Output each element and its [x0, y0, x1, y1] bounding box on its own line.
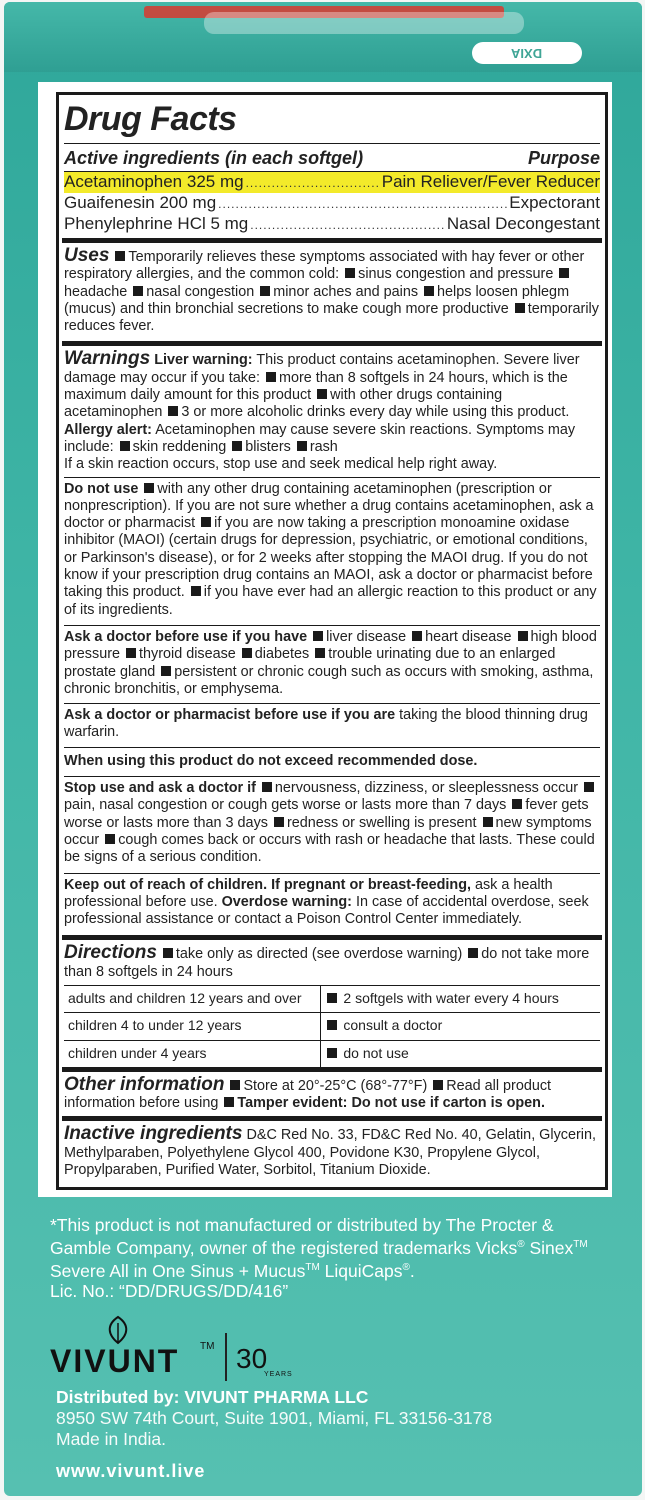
bullet-icon — [115, 251, 125, 261]
carton-background — [4, 2, 642, 1496]
bullet-icon — [327, 1048, 337, 1058]
ingredient-row — [64, 193, 600, 214]
when-using-label: When using this product — [64, 752, 233, 769]
do-not-use-item: with any other drug containing acetaminophen (prescription or nonprescription). If you are not sure whether a drug contains acetaminophen, ask a doctor or pharmacist — [64, 480, 594, 532]
carton-footer — [4, 1197, 642, 1496]
logo-wordmark: VIVUNT — [50, 1343, 180, 1379]
directions-section — [62, 940, 602, 1071]
bullet-icon — [105, 834, 115, 844]
bullet-icon — [262, 782, 272, 792]
logo-tm: TM — [200, 1341, 215, 1352]
active-header-label: Active ingredients (in each softgel) — [64, 148, 364, 168]
ask-pharmacist-label: Ask a doctor or pharmacist before use if you are — [64, 707, 396, 724]
bullet-icon — [424, 286, 434, 296]
leaf-icon — [98, 1315, 138, 1345]
liver-item: with other drugs containing acetaminophen — [64, 387, 503, 421]
active-ingredients-section — [62, 98, 602, 243]
badge-text: DXIA — [511, 46, 543, 61]
liver-item: more than 8 softgels in 24 hours, which is the maximum daily amount for this product — [64, 369, 568, 404]
stop-use-item: redness or swelling is present — [286, 814, 477, 831]
logo-years-label: YEARS — [264, 1371, 293, 1378]
read-info-text: Read all product information before using — [64, 1077, 552, 1112]
allergy-item: rash — [309, 438, 338, 455]
bullet-icon — [584, 782, 594, 792]
vivunt-logo — [50, 1315, 310, 1385]
allergy-item: blisters — [245, 438, 291, 455]
pregnancy-label: If pregnant or breast-feeding, — [271, 876, 471, 893]
registered-mark: ® — [402, 1261, 410, 1273]
active-ingredients-header — [64, 144, 600, 172]
do-not-use-label: Do not use — [64, 480, 139, 497]
bullet-icon — [518, 631, 528, 641]
bullet-icon — [126, 648, 136, 658]
stop-use-item: pain, nasal congestion or cough gets worse or lasts more than 7 days — [64, 797, 507, 814]
ask-doctor-item: trouble urinating due to an enlarged prostate gland — [64, 646, 556, 680]
ingredient-name: Phenylephrine HCl 5 mg — [64, 214, 249, 233]
overdose-text: In case of accidental overdose, seek professional assistance or contact a Poison Control Center immediately. — [64, 893, 589, 928]
bullet-icon — [412, 631, 422, 641]
disclaimer-text: LiquiCaps — [324, 1260, 403, 1281]
bullet-icon — [266, 372, 276, 382]
allergy-tail: If a skin reaction occurs, stop use and seek medical help right away. — [64, 456, 498, 473]
inactive-text: D&C Red No. 33, FD&C Red No. 40, Gelatin, Glycerin, Methylparaben, Polyethylene Glycol 400, Povidone K30, Propylene Glycol, Propylparaben, Purified Water, Sorbitol, Titanium Dioxide. — [64, 1127, 596, 1179]
distributor-address: 8950 SW 74th Court, Suite 1901, Miami, FL 33156-3178 — [56, 1408, 493, 1428]
uses-intro: Temporarily relieves these symptoms associated with hay fever or other respiratory allergies, and the common cold: — [64, 249, 585, 283]
directions-dose-cell — [320, 985, 600, 1012]
bullet-icon — [559, 268, 569, 278]
purpose-header-label: Purpose — [527, 148, 600, 168]
ingredient-row — [64, 172, 600, 193]
disclaimer-text: . — [409, 1260, 415, 1281]
storage-text: Store at 20°-25°C (68°-77°F) — [243, 1077, 428, 1094]
bullet-icon — [317, 389, 327, 399]
ingredient-purpose: Nasal Decongestant — [446, 214, 600, 233]
logo-divider — [225, 1333, 227, 1381]
liver-item: 3 or more alcoholic drinks every day while using this product. — [181, 404, 570, 421]
leader-dots — [218, 194, 507, 214]
leader-dots — [250, 215, 445, 235]
bullet-icon — [133, 286, 143, 296]
bullet-icon — [433, 1080, 443, 1090]
keep-out-label: Keep out of reach of children. — [64, 876, 268, 893]
stop-use-tail: These could be signs of a serious condition. — [64, 831, 595, 866]
bullet-icon — [274, 817, 284, 827]
table-row — [64, 1040, 600, 1067]
bullet-icon — [232, 441, 242, 451]
distributor-info — [56, 1387, 492, 1450]
liver-warning-text: This product contains acetaminophen. Severe liver damage may occur if you take: — [64, 352, 580, 386]
ingredient-name: Guaifenesin 200 mg — [64, 193, 217, 212]
drug-facts-box — [56, 92, 608, 1190]
ask-pharmacist-text: taking the blood thinning drug warfarin. — [64, 707, 588, 741]
ask-doctor-item: persistent or chronic cough such as occurs with smoking, asthma, chronic bronchitis, or emphysema. — [64, 663, 594, 697]
bullet-icon — [327, 993, 337, 1003]
bullet-icon — [191, 586, 201, 596]
stop-use-item: new symptoms occur — [64, 814, 592, 848]
bullet-icon — [327, 1020, 337, 1030]
bullet-icon — [512, 799, 522, 809]
website-link[interactable]: www.vivunt.live — [56, 1461, 206, 1481]
ask-doctor-item: thyroid disease — [139, 646, 236, 663]
registered-mark: ® — [517, 1239, 525, 1250]
stop-use-item: cough comes back or occurs with rash or headache that lasts. — [118, 831, 513, 848]
ask-doctor-item: liver disease — [326, 628, 407, 645]
keep-out-of-reach — [64, 873, 600, 933]
directions-dose: consult a doctor — [343, 1017, 443, 1034]
when-using-text: do not exceed recommended dose. — [236, 752, 478, 769]
badge — [472, 42, 582, 64]
bullet-icon — [242, 648, 252, 658]
disclaimer-text: Sinex — [529, 1237, 574, 1258]
table-row — [64, 985, 600, 1012]
bullet-icon — [345, 268, 355, 278]
drug-facts-panel — [38, 82, 612, 1197]
trademark-mark: TM — [573, 1239, 588, 1250]
uses-item: sinus congestion and pressure — [358, 266, 554, 283]
uses-item: headache — [64, 283, 128, 300]
ingredient-name: Acetaminophen 325 mg — [64, 172, 244, 191]
other-information-section — [62, 1072, 602, 1122]
ask-doctor-item: heart disease — [425, 628, 512, 645]
bullet-icon — [144, 483, 154, 493]
liver-warning — [64, 350, 600, 476]
uses-item: temporarily reduces fever. — [64, 300, 599, 335]
uses-section — [62, 243, 602, 346]
allergy-alert-text: Acetaminophen may cause severe skin reactions. Symptoms may include: — [64, 421, 576, 455]
overdose-label: Overdose warning: — [221, 893, 352, 910]
disclaimer-text: Severe All in One Sinus + Mucus — [50, 1260, 306, 1281]
bullet-icon — [120, 441, 130, 451]
allergy-alert-label: Allergy alert: — [64, 421, 152, 438]
country-of-origin: Made in India. — [56, 1429, 166, 1449]
logo-years-number: 30 — [236, 1343, 268, 1374]
bullet-icon — [468, 948, 478, 958]
bullet-icon — [201, 517, 211, 527]
bullet-icon — [163, 948, 173, 958]
brand-title-shape — [204, 12, 524, 34]
trademark-mark: TM — [305, 1261, 320, 1273]
directions-item: take only as directed (see overdose warning) — [175, 946, 463, 963]
directions-item: do not take more than 8 softgels in 24 hours — [64, 946, 590, 980]
inactive-ingredients-section — [62, 1121, 602, 1182]
directions-dose-cell — [320, 1013, 600, 1040]
table-row — [64, 1013, 600, 1040]
ingredient-purpose: Expectorant — [509, 193, 600, 212]
bullet-icon — [260, 286, 270, 296]
directions-table — [64, 985, 600, 1067]
uses-item: nasal congestion — [146, 283, 255, 300]
bullet-icon — [315, 648, 325, 658]
do-not-use-item: if you are now taking a prescription monoamine oxidase inhibitor (MAOI) (certain drugs for depression, psychiatric, or emotional conditions, or Parkinson's disease), or for 2 weeks after stopping the MAOI drug. If you do not know if your prescription drug contains an MAOI, ask a doctor or pharmacist before taking this product. — [64, 515, 593, 601]
carton-top-flap — [4, 2, 642, 72]
ask-doctor — [64, 625, 600, 703]
directions-dose-cell — [320, 1040, 600, 1067]
uses-item: helps loosen phlegm (mucus) and thin bronchial secretions to make cough more productive — [64, 283, 570, 317]
bullet-icon — [313, 631, 323, 641]
stop-use-item: fever gets worse or lasts more than 3 days — [64, 797, 589, 831]
directions-heading: Directions — [64, 942, 157, 964]
ask-doctor-label: Ask a doctor before use if you have — [64, 628, 308, 645]
do-not-use — [64, 477, 600, 625]
page-title: Drug Facts — [64, 98, 600, 144]
stop-use — [64, 776, 600, 872]
warnings-section — [62, 346, 602, 940]
bullet-icon — [515, 303, 525, 313]
bullet-icon — [224, 1097, 234, 1107]
pregnancy-text: ask a health professional before use. — [64, 876, 553, 910]
inactive-heading: Inactive ingredients — [64, 1123, 243, 1145]
license-number: Lic. No.: “DD/DRUGS/DD/416” — [50, 1280, 289, 1301]
tamper-evident-text: Tamper evident: Do not use if carton is open. — [237, 1095, 545, 1112]
stop-use-label: Stop use and ask a doctor if — [64, 780, 256, 797]
distributor-name: Distributed by: VIVUNT PHARMA LLC — [56, 1387, 369, 1407]
other-info-heading: Other information — [64, 1073, 225, 1095]
directions-who: children under 4 years — [64, 1040, 320, 1067]
leader-dots — [246, 173, 380, 193]
stop-use-item: nervousness, dizziness, or sleeplessness occur — [274, 780, 579, 797]
bullet-icon — [230, 1080, 240, 1090]
directions-who: adults and children 12 years and over — [64, 985, 320, 1012]
uses-heading: Uses — [64, 245, 110, 266]
bullet-icon — [161, 666, 171, 676]
bullet-icon — [168, 406, 178, 416]
ask-doctor-item: high blood pressure — [64, 628, 597, 663]
when-using — [64, 747, 600, 776]
liver-warning-label: Liver warning: — [154, 352, 253, 369]
bullet-icon — [483, 817, 493, 827]
ask-pharmacist — [64, 703, 600, 747]
do-not-use-item: if you have ever had an allergic reaction to this product or any of its ingredients. — [64, 584, 597, 618]
uses-item: minor aches and pains — [273, 283, 419, 300]
ingredient-purpose: Pain Reliever/Fever Reducer — [381, 172, 600, 191]
directions-dose: 2 softgels with water every 4 hours — [343, 989, 559, 1006]
disclaimer-text: *This product is not manufactured or distributed by The Procter & Gamble Company, owner of the registered trademarks Vicks — [50, 1215, 554, 1258]
directions-who: children 4 to under 12 years — [64, 1013, 320, 1040]
allergy-item: skin reddening — [132, 438, 227, 455]
ingredient-row — [64, 214, 600, 235]
warnings-heading: Warnings — [64, 348, 151, 370]
bullet-icon — [297, 441, 307, 451]
trademark-disclaimer — [50, 1215, 610, 1301]
ask-doctor-item: diabetes — [254, 646, 310, 663]
directions-dose: do not use — [343, 1044, 409, 1061]
